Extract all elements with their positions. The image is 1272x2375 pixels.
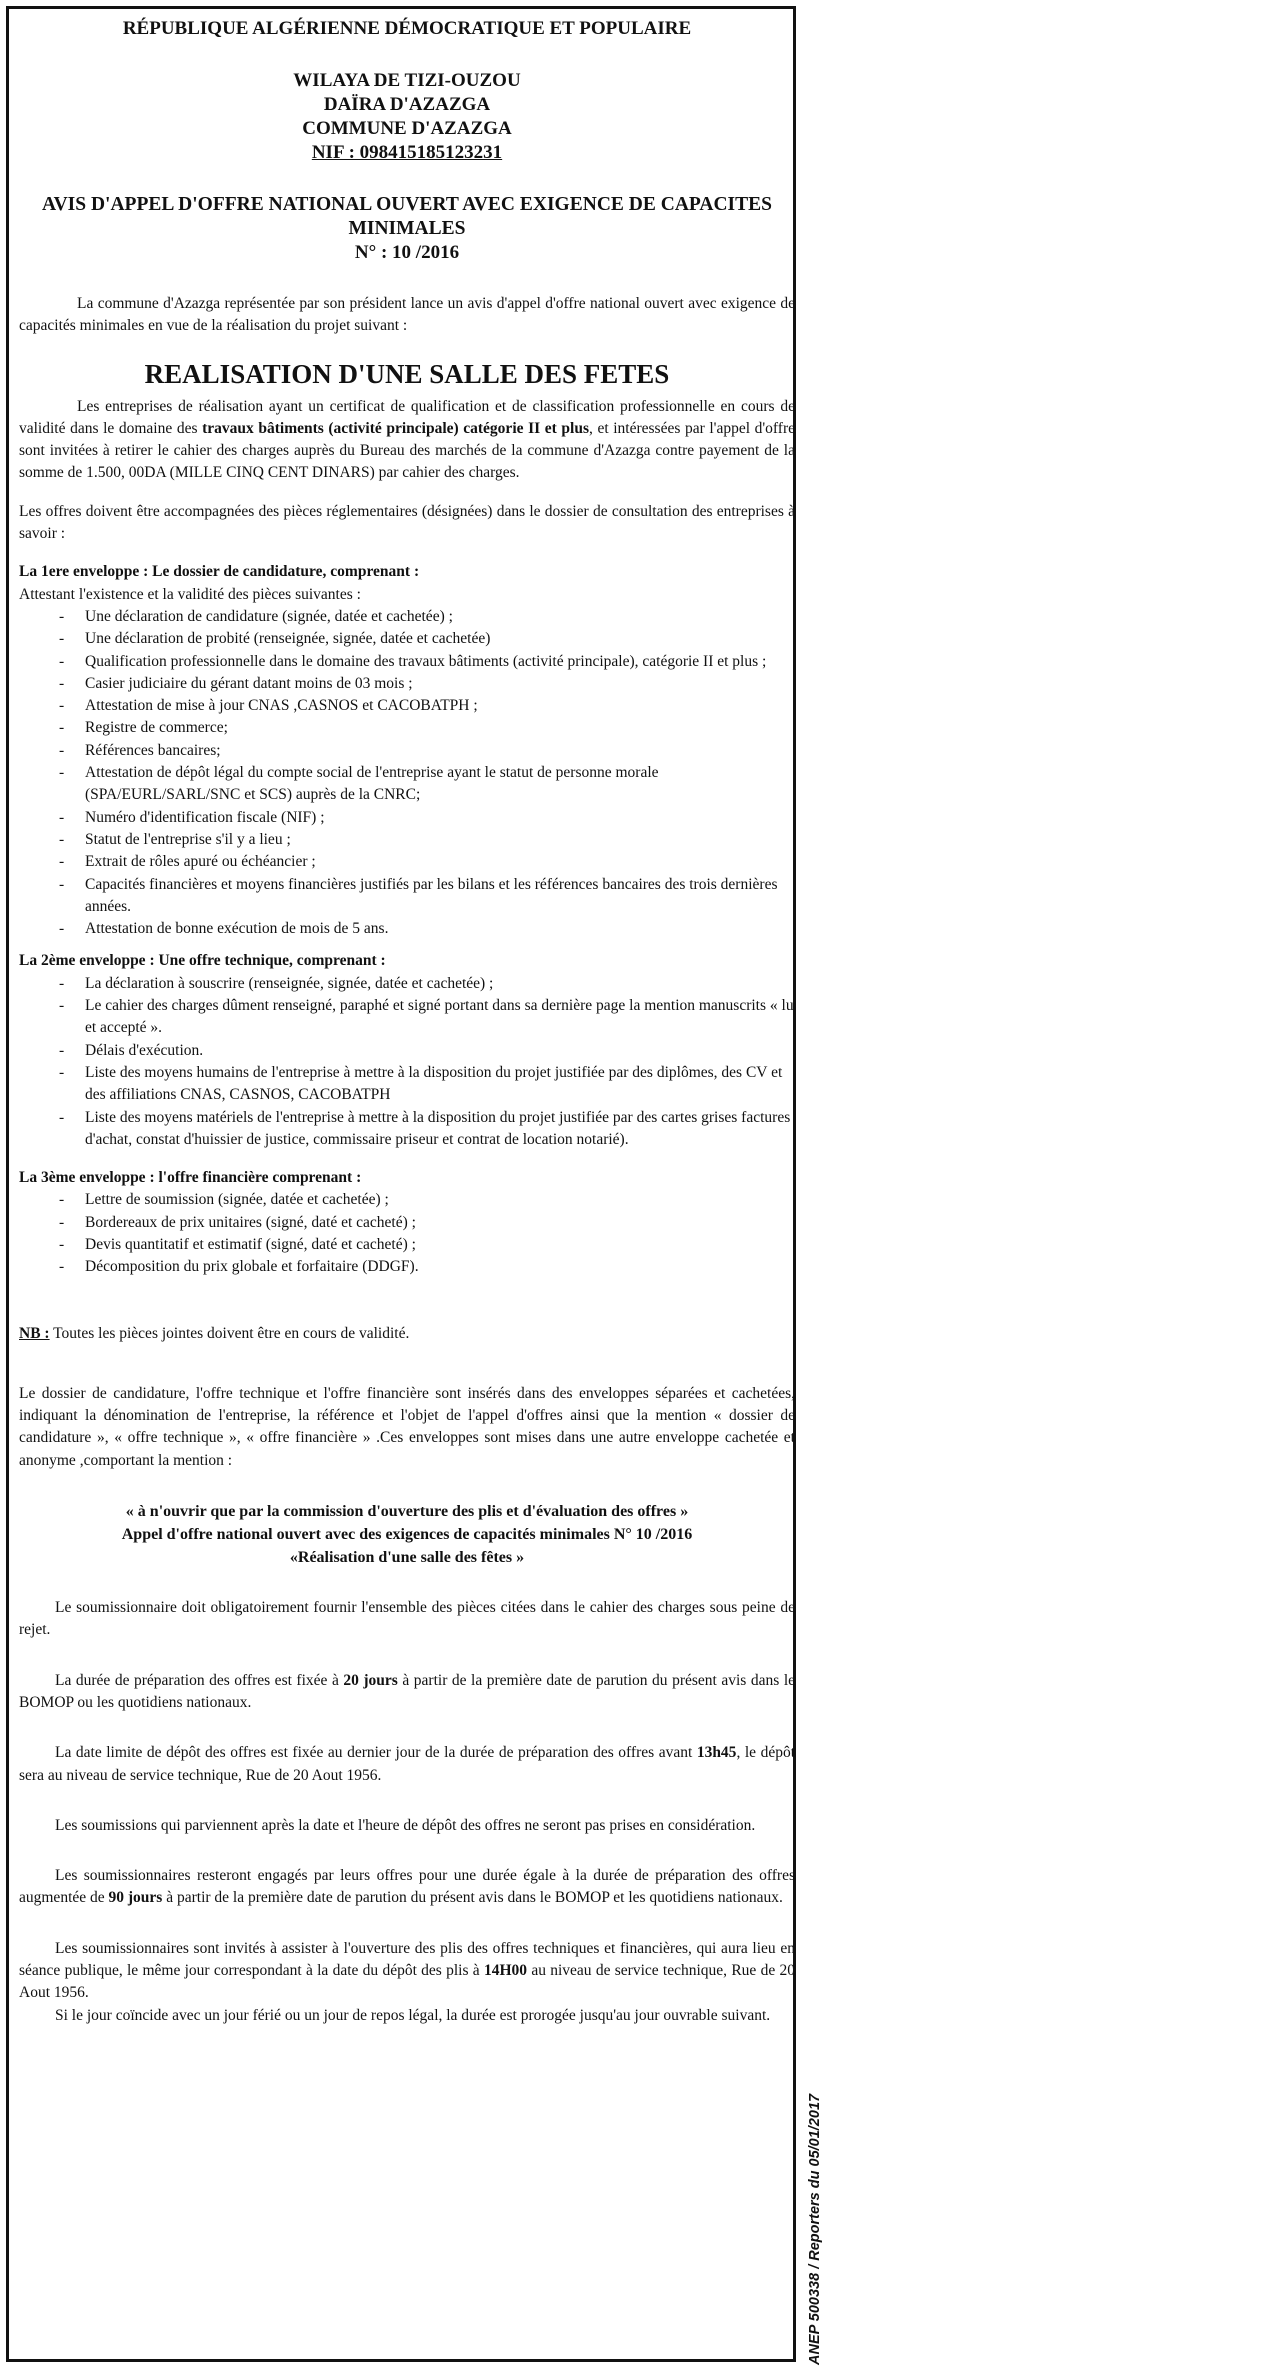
envelope1-item-text: Une déclaration de probité (renseignée, signée, datée et cachetée) — [85, 630, 491, 648]
nb-note — [19, 1323, 795, 1345]
envelope3-item — [59, 1212, 795, 1234]
envelopes-note: Le dossier de candidature, l'offre technique et l'offre financière sont insérés dans des enveloppes séparées et cachetées, indiquant la dénomination de l'entreprise, la référence et l'objet de l'appel d'offres ainsi que la mention « dossier de candidature », « offre technique », « offre financière » .Ces enveloppes sont mises dans une autre enveloppe cachetée et anonyme ,comportant la mention : — [19, 1384, 795, 1469]
ferie-paragraph: Si le jour coïncide avec un jour férié ou un jour de repos légal, la durée est prorogée jusqu'au jour ouvrable suivant. — [55, 2006, 771, 2024]
engagement-paragraph — [19, 1865, 795, 1910]
envelope1-item — [59, 740, 795, 762]
dash-bullet: - — [59, 853, 65, 871]
dash-bullet: - — [59, 974, 65, 992]
republic-header: RÉPUBLIQUE ALGÉRIENNE DÉMOCRATIQUE ET POPULAIRE — [122, 18, 692, 39]
envelope1-item — [59, 651, 795, 673]
envelope1-item — [59, 874, 795, 919]
dash-bullet: - — [59, 1213, 65, 1231]
dash-bullet: - — [59, 997, 65, 1015]
dash-bullet: - — [59, 920, 65, 938]
envelope3-item — [59, 1234, 795, 1256]
offers-intro: Les offres doivent être accompagnées des pièces réglementaires (désignées) dans le dossier de consultation des entreprises à savoir : — [19, 502, 795, 543]
envelope1-item-text: Attestation de mise à jour CNAS ,CASNOS et CACOBATPH ; — [85, 697, 478, 715]
duree-days: 20 jours — [343, 1671, 398, 1689]
envelope3-title: La 3ème enveloppe : l'offre financière comprenant : — [19, 1169, 362, 1187]
depot-paragraph — [19, 1742, 795, 1787]
announcement-frame — [6, 6, 796, 2362]
retard-paragraph: Les soumissions qui parviennent après la date et l'heure de dépôt des offres ne seront pas prises en considération. — [55, 1816, 756, 1834]
commune-line: COMMUNE D'AZAZGA — [302, 118, 512, 139]
ouverture-paragraph — [19, 1938, 795, 2005]
envelope1-list — [19, 606, 795, 940]
envelope1-item-text: Numéro d'identification fiscale (NIF) ; — [85, 808, 325, 826]
daira-line: DAÏRA D'AZAZGA — [323, 94, 491, 115]
envelope1-item — [59, 628, 795, 650]
dash-bullet: - — [59, 607, 65, 625]
dash-bullet: - — [59, 1108, 65, 1126]
envelope2-item — [59, 1062, 795, 1107]
envelope2-item — [59, 995, 795, 1040]
envelope1-item — [59, 762, 795, 807]
envelope1-item-text: Extrait de rôles apuré ou échéancier ; — [85, 853, 316, 871]
envelope2-item — [59, 1107, 795, 1152]
dash-bullet: - — [59, 1235, 65, 1253]
dash-bullet: - — [59, 1063, 65, 1081]
envelope1-item-text: Casier judiciaire du gérant datant moins de 03 mois ; — [85, 674, 413, 692]
envelope2-item-text: La déclaration à souscrire (renseignée, signée, datée et cachetée) ; — [85, 974, 494, 992]
duree-text-2: à partir de la première date de parution du présent avis dans le BOMOP ou les quotidiens nationaux. — [19, 1671, 796, 1711]
dash-bullet: - — [59, 697, 65, 715]
dash-bullet: - — [59, 830, 65, 848]
dash-bullet: - — [59, 875, 65, 893]
depot-text-2: , le dépôt sera au niveau de service technique, Rue de 20 Aout 1956. — [19, 1744, 796, 1784]
envelope1-item-text: Une déclaration de candidature (signée, datée et cachetée) ; — [85, 607, 453, 625]
envelope1-item-text: Capacités financières et moyens financières justifiés par les bilans et les références bancaires des trois dernières années. — [85, 875, 778, 915]
envelope1-item-text: Registre de commerce; — [85, 719, 228, 737]
depot-text-1: La date limite de dépôt des offres est fixée au dernier jour de la durée de préparation des offres avant — [55, 1744, 697, 1762]
dash-bullet: - — [59, 652, 65, 670]
mention-line-1: « à n'ouvrir que par la commission d'ouverture des plis et d'évaluation des offres » — [125, 1503, 689, 1521]
announcement-content — [19, 17, 795, 2027]
avis-title: AVIS D'APPEL D'OFFRE NATIONAL OUVERT AVEC EXIGENCE DE CAPACITES MINIMALES — [42, 194, 772, 239]
engagement-text-1: Les soumissionnaires resteront engagés par leurs offres pour une durée égale à la durée de préparation des offres augmentée de — [19, 1867, 795, 1907]
envelope1-item-text: Attestation de bonne exécution de mois de 5 ans. — [85, 920, 389, 938]
intro-paragraph: La commune d'Azazga représentée par son président lance un avis d'appel d'offre national ouvert avec exigence de capacités minimales en vue de la réalisation du projet suivant : — [19, 295, 795, 335]
envelope3-item-text: Décomposition du prix globale et forfaitaire (DDGF). — [85, 1258, 419, 1276]
envelope3-item-text: Bordereaux de prix unitaires (signé, daté et cacheté) ; — [85, 1213, 416, 1231]
envelope1-item-text: Attestation de dépôt légal du compte social de l'entreprise ayant le statut de personne morale (SPA/EURL/SARL/SNC et SCS) auprès de la CNRC; — [85, 764, 659, 804]
envelope1-item — [59, 673, 795, 695]
envelope1-item — [59, 829, 795, 851]
envelope2-item — [59, 973, 795, 995]
envelope1-item — [59, 606, 795, 628]
dash-bullet: - — [59, 1191, 65, 1209]
envelope1-item-text: Statut de l'entreprise s'il y a lieu ; — [85, 830, 291, 848]
dash-bullet: - — [59, 1258, 65, 1276]
envelope1-item — [59, 695, 795, 717]
dash-bullet: - — [59, 719, 65, 737]
mention-line-3: «Réalisation d'une salle des fêtes » — [289, 1549, 525, 1567]
nb-text: Toutes les pièces jointes doivent être en cours de validité. — [49, 1324, 410, 1342]
envelope2-item-text: Le cahier des charges dûment renseigné, paraphé et signé portant dans sa dernière page la mention manuscrits « lu et accepté ». — [85, 997, 794, 1037]
envelope3-item — [59, 1256, 795, 1278]
envelope1-item — [59, 918, 795, 940]
mention-line-2: Appel d'offre national ouvert avec des exigences de capacités minimales N° 10 /2016 — [121, 1526, 693, 1544]
envelope2-item-text: Délais d'exécution. — [85, 1041, 204, 1059]
dash-bullet: - — [59, 764, 65, 782]
duree-text-1: La durée de préparation des offres est fixée à — [55, 1671, 344, 1689]
ouverture-text-1: Les soumissionnaires sont invités à assister à l'ouverture des plis des offres techniques et financières, qui aura lieu en séance publique, le même jour correspondant à la date du dépôt des plis à — [19, 1939, 795, 1980]
ouverture-hour: 14H00 — [483, 1962, 528, 1980]
envelope1-item-text: Références bancaires; — [85, 741, 221, 759]
envelope1-subtitle: Attestant l'existence et la validité des pièces suivantes : — [19, 585, 361, 603]
wilaya-line: WILAYA DE TIZI-OUZOU — [293, 70, 521, 91]
envelope3-item-text: Lettre de soumission (signée, datée et cachetée) ; — [85, 1191, 389, 1209]
ouverture-text-2: au niveau de service technique, Rue de 20 Aout 1956. — [19, 1962, 795, 2002]
rejet-paragraph: Le soumissionnaire doit obligatoirement fournir l'ensemble des pièces citées dans le cahier des charges sous peine de rejet. — [19, 1599, 795, 1639]
envelope1-item — [59, 717, 795, 739]
eligibility-category: travaux bâtiments (activité principale) catégorie II et plus — [202, 419, 589, 437]
envelope2-title: La 2ème enveloppe : Une offre technique, comprenant : — [19, 952, 386, 970]
dash-bullet: - — [59, 674, 65, 692]
envelope3-item — [59, 1189, 795, 1211]
eligibility-text-2: , et intéressées par l'appel d'offre sont invitées à retirer le cahier des charges auprès du Bureau des marchés de la commune d'Azazga contre payement de la somme de 1.500, 00DA (MILLE CINQ CENT DINARS) par cahier des charges. — [19, 419, 795, 482]
nif-line: NIF : 098415185123231 — [311, 142, 503, 163]
envelope3-list — [19, 1189, 795, 1278]
envelope1-item-text: Qualification professionnelle dans le domaine des travaux bâtiments (activité principale), catégorie II et plus ; — [85, 652, 767, 670]
envelope2-list — [19, 973, 795, 1151]
dash-bullet: - — [59, 630, 65, 648]
dash-bullet: - — [59, 1041, 65, 1059]
eligibility-text-1: Les entreprises de réalisation ayant un certificat de qualification et de classification professionnelle en cours de validité dans le domaine des — [19, 397, 795, 437]
depot-hour: 13h45 — [696, 1744, 737, 1762]
dash-bullet: - — [59, 741, 65, 759]
engagement-days: 90 jours — [108, 1889, 163, 1907]
envelope1-item — [59, 851, 795, 873]
duree-paragraph — [19, 1670, 795, 1715]
envelope1-item — [59, 807, 795, 829]
project-title: REALISATION D'UNE SALLE DES FETES — [144, 358, 670, 389]
publication-side-note: ANEP 500338 / Reporters du 05/01/2017 — [807, 2093, 823, 2365]
engagement-text-2: à partir de la première date de parution du présent avis dans le BOMOP et les quotidiens nationaux. — [162, 1889, 783, 1907]
dash-bullet: - — [59, 808, 65, 826]
envelope2-item — [59, 1040, 795, 1062]
nb-label: NB : — [19, 1324, 50, 1342]
envelope2-item-text: Liste des moyens matériels de l'entreprise à mettre à la disposition du projet justifiée par des cartes grises factures d'achat, constat d'huissier de justice, commissaire priseur et contrat de location notarié). — [85, 1108, 791, 1148]
envelope2-item-text: Liste des moyens humains de l'entreprise à mettre à la disposition du projet justifiée par des diplômes, des CV et des affiliations CNAS, CASNOS, CACOBATPH — [85, 1063, 783, 1104]
avis-number: N° : 10 /2016 — [354, 242, 460, 263]
eligibility-paragraph — [19, 396, 795, 485]
envelope3-item-text: Devis quantitatif et estimatif (signé, daté et cacheté) ; — [85, 1235, 416, 1253]
envelope1-title: La 1ere enveloppe : Le dossier de candidature, comprenant : — [19, 563, 420, 581]
